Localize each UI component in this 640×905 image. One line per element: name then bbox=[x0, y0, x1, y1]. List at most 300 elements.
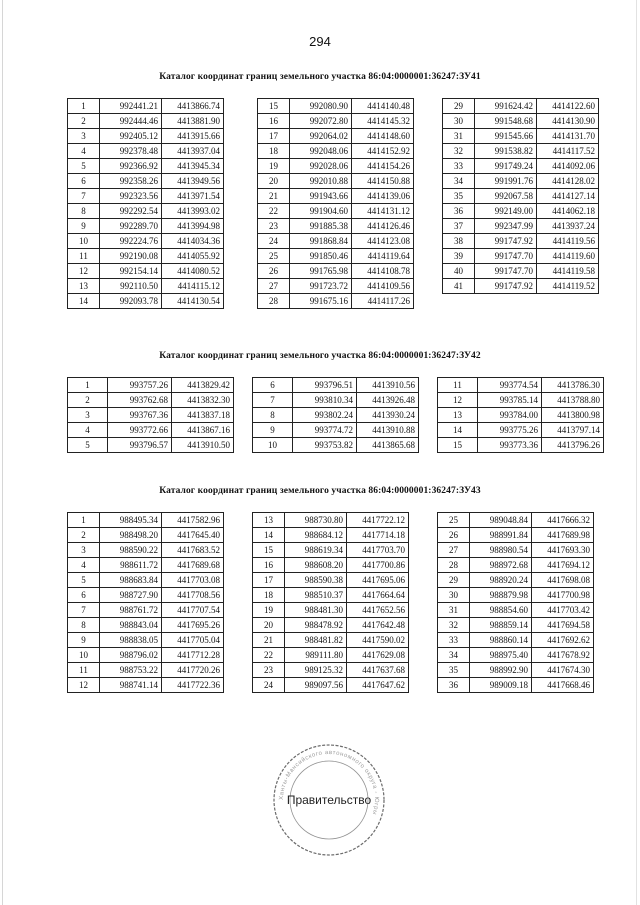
coord-x: 992149.00 bbox=[475, 204, 537, 219]
table-row bbox=[68, 99, 224, 114]
table-row bbox=[68, 249, 224, 264]
coord-x: 991885.38 bbox=[290, 219, 352, 234]
coord-x: 993775.26 bbox=[478, 423, 542, 438]
coord-y: 4413971.54 bbox=[162, 189, 224, 204]
coord-x: 988590.22 bbox=[100, 543, 162, 558]
table-row bbox=[68, 633, 224, 648]
coord-y: 4414080.52 bbox=[162, 264, 224, 279]
coord-x: 988619.34 bbox=[285, 543, 347, 558]
coord-x: 993772.66 bbox=[108, 423, 172, 438]
coord-y: 4413949.56 bbox=[162, 174, 224, 189]
table-row bbox=[443, 114, 599, 129]
coord-x: 992366.92 bbox=[100, 159, 162, 174]
coord-x: 993767.36 bbox=[108, 408, 172, 423]
coord-x: 989125.32 bbox=[285, 663, 347, 678]
point-number: 4 bbox=[68, 558, 100, 573]
coord-y: 4414115.12 bbox=[162, 279, 224, 294]
point-number: 25 bbox=[438, 513, 470, 528]
point-number: 12 bbox=[68, 264, 100, 279]
point-number: 13 bbox=[68, 279, 100, 294]
coord-y: 4414127.14 bbox=[537, 189, 599, 204]
coord-y: 4417664.64 bbox=[347, 588, 409, 603]
coord-x: 992064.02 bbox=[290, 129, 352, 144]
coord-y: 4413800.98 bbox=[542, 408, 604, 423]
coord-y: 4413910.56 bbox=[357, 378, 419, 393]
point-number: 18 bbox=[258, 144, 290, 159]
coord-y: 4417720.26 bbox=[162, 663, 224, 678]
table-row bbox=[438, 573, 594, 588]
table-row bbox=[438, 603, 594, 618]
coord-y: 4413910.88 bbox=[357, 423, 419, 438]
table-row bbox=[258, 129, 414, 144]
coord-y: 4417694.12 bbox=[532, 558, 594, 573]
coord-x: 988761.72 bbox=[100, 603, 162, 618]
point-number: 2 bbox=[68, 393, 108, 408]
table-row bbox=[438, 558, 594, 573]
coord-y: 4414152.92 bbox=[352, 144, 414, 159]
coord-y: 4417703.42 bbox=[532, 603, 594, 618]
coord-y: 4414108.78 bbox=[352, 264, 414, 279]
coord-x: 988727.90 bbox=[100, 588, 162, 603]
table-row bbox=[68, 378, 234, 393]
coord-x: 988753.22 bbox=[100, 663, 162, 678]
table-row bbox=[253, 408, 419, 423]
point-number: 23 bbox=[258, 219, 290, 234]
table-row bbox=[68, 603, 224, 618]
coord-y: 4414130.90 bbox=[537, 114, 599, 129]
point-number: 15 bbox=[438, 438, 478, 453]
coord-y: 4414140.48 bbox=[352, 99, 414, 114]
coord-x: 992441.21 bbox=[100, 99, 162, 114]
coord-x: 991904.60 bbox=[290, 204, 352, 219]
coord-x: 991675.16 bbox=[290, 294, 352, 309]
stamp-ring-text: Ханты-Мансийского автономного округа - Югры bbox=[278, 749, 380, 816]
coord-y: 4413866.74 bbox=[162, 99, 224, 114]
coords-table-zu41-col2 bbox=[257, 98, 414, 309]
coord-y: 4413881.90 bbox=[162, 114, 224, 129]
point-number: 2 bbox=[68, 114, 100, 129]
scan-edge-left bbox=[2, 0, 3, 905]
coord-x: 988608.20 bbox=[285, 558, 347, 573]
table-row bbox=[68, 438, 234, 453]
coord-y: 4414126.46 bbox=[352, 219, 414, 234]
coord-x: 988991.84 bbox=[470, 528, 532, 543]
table-row bbox=[68, 264, 224, 279]
coord-x: 993773.36 bbox=[478, 438, 542, 453]
point-number: 7 bbox=[68, 603, 100, 618]
coord-y: 4417708.56 bbox=[162, 588, 224, 603]
coord-y: 4414150.88 bbox=[352, 174, 414, 189]
coord-x: 988478.92 bbox=[285, 618, 347, 633]
table-row bbox=[253, 633, 409, 648]
point-number: 9 bbox=[68, 633, 100, 648]
point-number: 16 bbox=[258, 114, 290, 129]
coords-table-zu42-col2 bbox=[252, 377, 419, 453]
table-row bbox=[253, 423, 419, 438]
coord-x: 991868.84 bbox=[290, 234, 352, 249]
coord-x: 992048.06 bbox=[290, 144, 352, 159]
coord-x: 991749.24 bbox=[475, 159, 537, 174]
coord-x: 992080.90 bbox=[290, 99, 352, 114]
table-row bbox=[438, 588, 594, 603]
point-number: 37 bbox=[443, 219, 475, 234]
point-number: 20 bbox=[258, 174, 290, 189]
point-number: 7 bbox=[68, 189, 100, 204]
table-row bbox=[68, 423, 234, 438]
table-row bbox=[258, 249, 414, 264]
coord-y: 4414034.36 bbox=[162, 234, 224, 249]
coord-x: 988481.82 bbox=[285, 633, 347, 648]
table-row bbox=[438, 408, 604, 423]
table-row bbox=[258, 264, 414, 279]
table-row bbox=[253, 573, 409, 588]
coord-y: 4417689.68 bbox=[162, 558, 224, 573]
table-row bbox=[438, 663, 594, 678]
point-number: 4 bbox=[68, 423, 108, 438]
table-row bbox=[258, 204, 414, 219]
table-row bbox=[68, 204, 224, 219]
table-row bbox=[253, 513, 409, 528]
point-number: 35 bbox=[438, 663, 470, 678]
coord-y: 4414055.92 bbox=[162, 249, 224, 264]
coord-y: 4417645.40 bbox=[162, 528, 224, 543]
coords-table-zu41-col1 bbox=[67, 98, 224, 309]
point-number: 29 bbox=[438, 573, 470, 588]
coords-table-zu43-col1 bbox=[67, 512, 224, 693]
table-row bbox=[68, 129, 224, 144]
coord-x: 992190.08 bbox=[100, 249, 162, 264]
point-number: 15 bbox=[258, 99, 290, 114]
point-number: 34 bbox=[443, 174, 475, 189]
point-number: 36 bbox=[443, 204, 475, 219]
coord-x: 988683.84 bbox=[100, 573, 162, 588]
table-row bbox=[438, 648, 594, 663]
coord-x: 988975.40 bbox=[470, 648, 532, 663]
coord-y: 4413829.42 bbox=[172, 378, 234, 393]
coord-y: 4417642.48 bbox=[347, 618, 409, 633]
empty-cell bbox=[475, 294, 537, 309]
coord-x: 993802.24 bbox=[293, 408, 357, 423]
coord-y: 4413937.24 bbox=[537, 219, 599, 234]
coord-x: 988495.34 bbox=[100, 513, 162, 528]
coords-table-zu43-col2 bbox=[252, 512, 409, 693]
coords-table-zu43-col3 bbox=[437, 512, 594, 693]
table-row bbox=[68, 408, 234, 423]
table-row bbox=[438, 378, 604, 393]
coord-x: 988590.38 bbox=[285, 573, 347, 588]
point-number: 1 bbox=[68, 378, 108, 393]
coord-x: 993774.54 bbox=[478, 378, 542, 393]
table-row bbox=[443, 219, 599, 234]
coord-x: 991747.70 bbox=[475, 249, 537, 264]
coord-y: 4414119.60 bbox=[537, 249, 599, 264]
table-row bbox=[438, 438, 604, 453]
table-row bbox=[68, 588, 224, 603]
coord-y: 4414131.12 bbox=[352, 204, 414, 219]
table-row bbox=[68, 618, 224, 633]
coord-y: 4414130.54 bbox=[162, 294, 224, 309]
coord-y: 4417678.92 bbox=[532, 648, 594, 663]
table-row bbox=[68, 219, 224, 234]
point-number: 21 bbox=[258, 189, 290, 204]
point-number: 22 bbox=[258, 204, 290, 219]
table-row bbox=[68, 393, 234, 408]
coord-y: 4417629.08 bbox=[347, 648, 409, 663]
point-number: 6 bbox=[253, 378, 293, 393]
table-row bbox=[253, 678, 409, 693]
coord-y: 4417698.08 bbox=[532, 573, 594, 588]
point-number: 12 bbox=[438, 393, 478, 408]
coord-y: 4417712.28 bbox=[162, 648, 224, 663]
coord-y: 4413796.26 bbox=[542, 438, 604, 453]
coord-x: 988920.24 bbox=[470, 573, 532, 588]
point-number: 8 bbox=[253, 408, 293, 423]
empty-cell bbox=[443, 294, 475, 309]
point-number: 2 bbox=[68, 528, 100, 543]
point-number: 14 bbox=[68, 294, 100, 309]
table-row bbox=[68, 144, 224, 159]
point-number: 10 bbox=[68, 234, 100, 249]
table-row bbox=[443, 129, 599, 144]
coord-y: 4417695.06 bbox=[347, 573, 409, 588]
point-number: 1 bbox=[68, 513, 100, 528]
table-row bbox=[438, 393, 604, 408]
coord-y: 4413915.66 bbox=[162, 129, 224, 144]
coord-y: 4417683.52 bbox=[162, 543, 224, 558]
coords-table-zu42-col1 bbox=[67, 377, 234, 453]
point-number: 28 bbox=[258, 294, 290, 309]
table-row bbox=[438, 543, 594, 558]
coord-x: 993762.68 bbox=[108, 393, 172, 408]
coords-table-zu42-col3 bbox=[437, 377, 604, 453]
point-number: 19 bbox=[253, 603, 285, 618]
coord-y: 4414154.26 bbox=[352, 159, 414, 174]
page-number: 294 bbox=[309, 34, 331, 49]
coord-y: 4417674.30 bbox=[532, 663, 594, 678]
table-row bbox=[253, 648, 409, 663]
coord-y: 4417700.98 bbox=[532, 588, 594, 603]
table-row bbox=[258, 219, 414, 234]
point-number: 24 bbox=[253, 678, 285, 693]
point-number: 17 bbox=[258, 129, 290, 144]
coord-y: 4417666.32 bbox=[532, 513, 594, 528]
table-row bbox=[258, 189, 414, 204]
table-row bbox=[443, 249, 599, 264]
coord-y: 4417582.96 bbox=[162, 513, 224, 528]
coord-x: 992289.70 bbox=[100, 219, 162, 234]
coord-y: 4417668.46 bbox=[532, 678, 594, 693]
coord-y: 4417647.62 bbox=[347, 678, 409, 693]
coord-x: 991747.92 bbox=[475, 234, 537, 249]
point-number: 40 bbox=[443, 264, 475, 279]
table-row bbox=[443, 159, 599, 174]
coord-x: 988843.04 bbox=[100, 618, 162, 633]
coord-y: 4413926.48 bbox=[357, 393, 419, 408]
coord-y: 4414131.70 bbox=[537, 129, 599, 144]
point-number: 20 bbox=[253, 618, 285, 633]
point-number: 11 bbox=[68, 663, 100, 678]
coord-y: 4417694.58 bbox=[532, 618, 594, 633]
table-row bbox=[68, 663, 224, 678]
coord-x: 993796.57 bbox=[108, 438, 172, 453]
catalog-title-zu42: Каталог координат границ земельного участка 86:04:0000001:36247:ЗУ42 bbox=[159, 351, 481, 361]
coord-x: 991538.82 bbox=[475, 144, 537, 159]
point-number: 26 bbox=[438, 528, 470, 543]
coord-x: 992072.80 bbox=[290, 114, 352, 129]
point-number: 30 bbox=[443, 114, 475, 129]
coord-x: 992405.12 bbox=[100, 129, 162, 144]
table-row bbox=[443, 279, 599, 294]
coord-x: 993774.72 bbox=[293, 423, 357, 438]
point-number: 4 bbox=[68, 144, 100, 159]
point-number: 12 bbox=[68, 678, 100, 693]
table-row bbox=[438, 633, 594, 648]
coord-y: 4413937.04 bbox=[162, 144, 224, 159]
point-number: 6 bbox=[68, 588, 100, 603]
point-number: 19 bbox=[258, 159, 290, 174]
table-row bbox=[68, 114, 224, 129]
point-number: 30 bbox=[438, 588, 470, 603]
table-row bbox=[68, 573, 224, 588]
coord-x: 993784.00 bbox=[478, 408, 542, 423]
table-row bbox=[68, 528, 224, 543]
point-number: 13 bbox=[438, 408, 478, 423]
table-row bbox=[438, 528, 594, 543]
coord-y: 4414145.32 bbox=[352, 114, 414, 129]
coord-y: 4414123.08 bbox=[352, 234, 414, 249]
coord-x: 991747.70 bbox=[475, 264, 537, 279]
coord-y: 4413910.50 bbox=[172, 438, 234, 453]
table-row bbox=[68, 159, 224, 174]
table-row bbox=[443, 234, 599, 249]
coord-y: 4413994.98 bbox=[162, 219, 224, 234]
coord-x: 992067.58 bbox=[475, 189, 537, 204]
coord-x: 988992.90 bbox=[470, 663, 532, 678]
table-row bbox=[253, 438, 419, 453]
table-row bbox=[253, 558, 409, 573]
table-row bbox=[68, 174, 224, 189]
table-row bbox=[258, 114, 414, 129]
coord-x: 992028.06 bbox=[290, 159, 352, 174]
table-row bbox=[258, 144, 414, 159]
coord-x: 993785.14 bbox=[478, 393, 542, 408]
table-row bbox=[258, 279, 414, 294]
table-row bbox=[253, 393, 419, 408]
table-row bbox=[438, 513, 594, 528]
coord-y: 4413867.16 bbox=[172, 423, 234, 438]
coord-x: 991747.92 bbox=[475, 279, 537, 294]
coord-x: 991545.66 bbox=[475, 129, 537, 144]
stamp-text: Правительство bbox=[286, 793, 372, 807]
point-number: 31 bbox=[443, 129, 475, 144]
coord-x: 992347.99 bbox=[475, 219, 537, 234]
point-number: 23 bbox=[253, 663, 285, 678]
coord-x: 992224.76 bbox=[100, 234, 162, 249]
table-row bbox=[68, 279, 224, 294]
table-row bbox=[258, 294, 414, 309]
coord-y: 4413945.34 bbox=[162, 159, 224, 174]
coord-x: 988498.20 bbox=[100, 528, 162, 543]
point-number: 7 bbox=[253, 393, 293, 408]
coord-x: 993796.51 bbox=[293, 378, 357, 393]
coord-y: 4414119.56 bbox=[537, 234, 599, 249]
point-number: 29 bbox=[443, 99, 475, 114]
coord-x: 992110.50 bbox=[100, 279, 162, 294]
point-number: 10 bbox=[68, 648, 100, 663]
table-row bbox=[253, 543, 409, 558]
table-row bbox=[443, 99, 599, 114]
coord-x: 993757.26 bbox=[108, 378, 172, 393]
coord-y: 4417722.12 bbox=[347, 513, 409, 528]
coord-y: 4413865.68 bbox=[357, 438, 419, 453]
table-row bbox=[258, 99, 414, 114]
coord-y: 4414122.60 bbox=[537, 99, 599, 114]
point-number: 17 bbox=[253, 573, 285, 588]
table-row bbox=[443, 189, 599, 204]
table-row bbox=[68, 648, 224, 663]
point-number: 5 bbox=[68, 159, 100, 174]
point-number: 24 bbox=[258, 234, 290, 249]
table-row bbox=[438, 423, 604, 438]
table-row bbox=[258, 159, 414, 174]
catalog-title-zu41: Каталог координат границ земельного участка 86:04:0000001:36247:ЗУ41 bbox=[159, 72, 481, 82]
coord-x: 992323.56 bbox=[100, 189, 162, 204]
coord-y: 4417714.18 bbox=[347, 528, 409, 543]
point-number: 31 bbox=[438, 603, 470, 618]
coord-x: 992444.46 bbox=[100, 114, 162, 129]
table-row bbox=[68, 294, 224, 309]
coord-x: 991624.42 bbox=[475, 99, 537, 114]
coord-x: 988510.37 bbox=[285, 588, 347, 603]
scan-edge-right bbox=[636, 0, 637, 905]
coord-x: 991943.66 bbox=[290, 189, 352, 204]
coord-y: 4417703.70 bbox=[347, 543, 409, 558]
point-number: 14 bbox=[253, 528, 285, 543]
point-number: 32 bbox=[438, 618, 470, 633]
coord-x: 988838.05 bbox=[100, 633, 162, 648]
coord-y: 4414092.06 bbox=[537, 159, 599, 174]
coord-y: 4417693.30 bbox=[532, 543, 594, 558]
coord-y: 4414119.64 bbox=[352, 249, 414, 264]
point-number: 18 bbox=[253, 588, 285, 603]
coord-y: 4417590.02 bbox=[347, 633, 409, 648]
coord-x: 993810.34 bbox=[293, 393, 357, 408]
point-number: 27 bbox=[258, 279, 290, 294]
catalog-title-zu43: Каталог координат границ земельного участка 86:04:0000001:36247:ЗУ43 bbox=[159, 486, 481, 496]
point-number: 11 bbox=[68, 249, 100, 264]
table-row bbox=[253, 528, 409, 543]
table-row bbox=[443, 174, 599, 189]
coord-x: 989009.18 bbox=[470, 678, 532, 693]
coord-x: 992010.88 bbox=[290, 174, 352, 189]
table-row bbox=[68, 234, 224, 249]
table-row bbox=[443, 144, 599, 159]
coord-y: 4417705.04 bbox=[162, 633, 224, 648]
coord-x: 988854.60 bbox=[470, 603, 532, 618]
coord-x: 991765.98 bbox=[290, 264, 352, 279]
point-number: 8 bbox=[68, 618, 100, 633]
coord-x: 991991.76 bbox=[475, 174, 537, 189]
coord-y: 4414119.52 bbox=[537, 279, 599, 294]
table-row bbox=[258, 174, 414, 189]
coord-x: 991850.46 bbox=[290, 249, 352, 264]
coord-y: 4413788.80 bbox=[542, 393, 604, 408]
coord-x: 989048.84 bbox=[470, 513, 532, 528]
point-number: 26 bbox=[258, 264, 290, 279]
point-number: 16 bbox=[253, 558, 285, 573]
table-row bbox=[443, 204, 599, 219]
coord-x: 988859.14 bbox=[470, 618, 532, 633]
